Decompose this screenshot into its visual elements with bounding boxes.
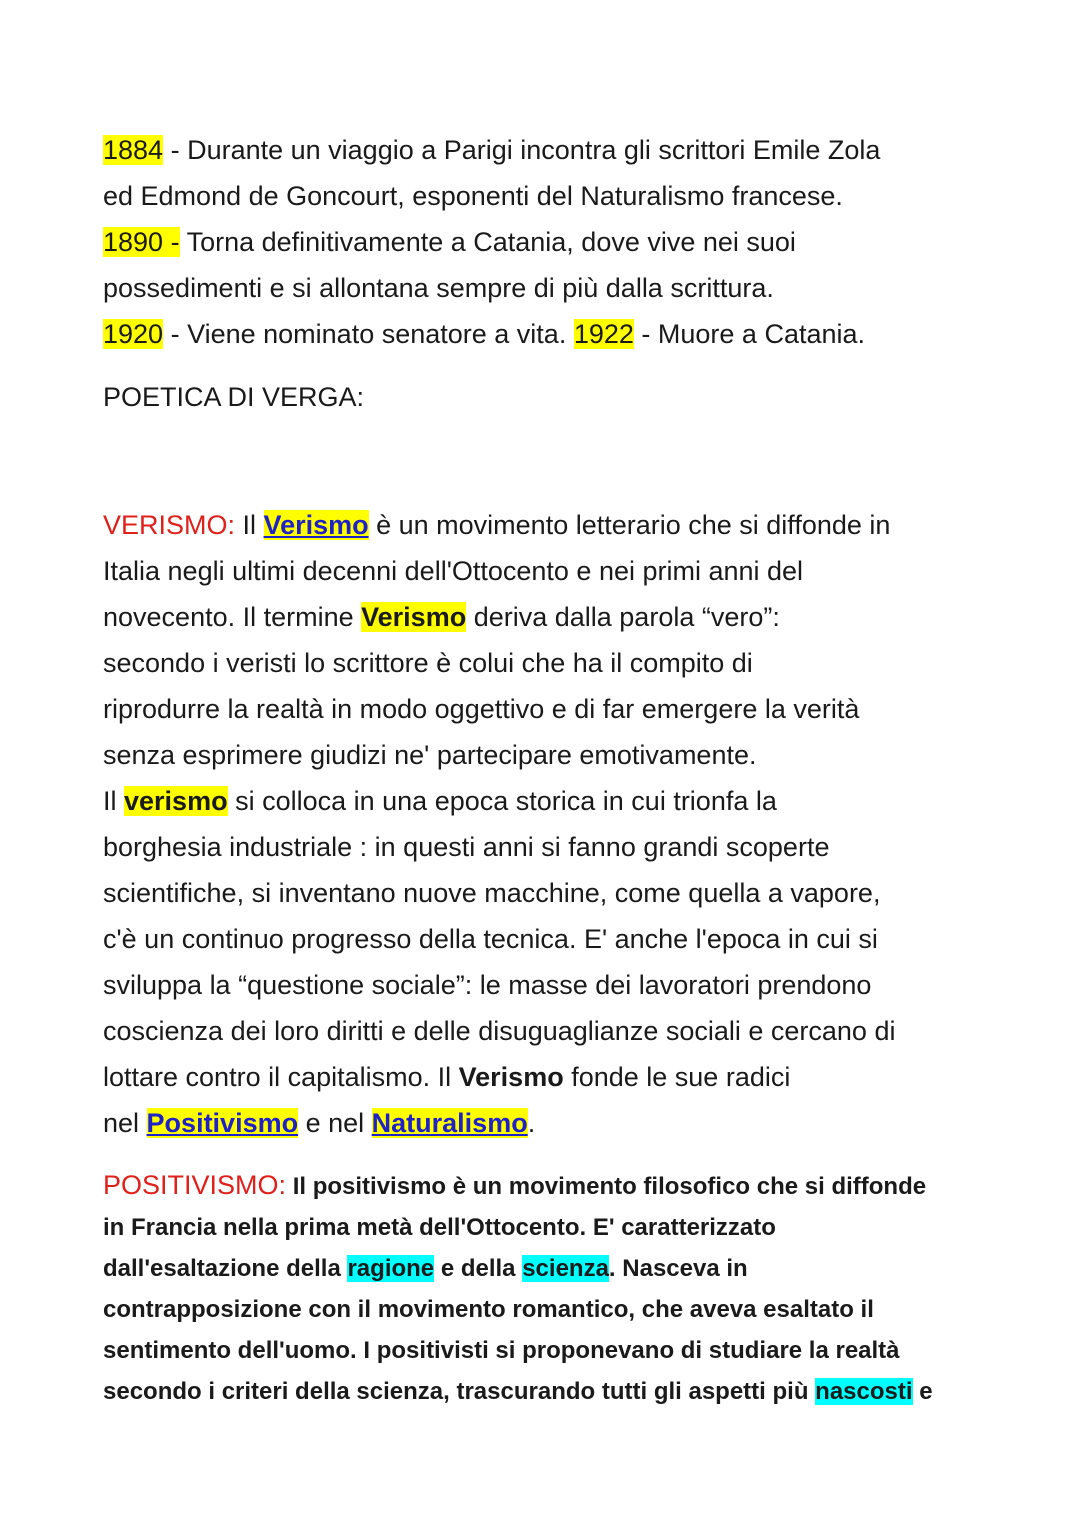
paragraph-line: secondo i veristi lo scrittore è colui che ha il compito di xyxy=(103,648,753,678)
timeline-line: ed Edmond de Goncourt, esponenti del Naturalismo francese. xyxy=(103,181,843,211)
keyword-highlight: verismo xyxy=(124,786,228,816)
paragraph-line: lottare contro il capitalismo. Il Verismo fonde le sue radici xyxy=(103,1062,791,1092)
paragraph-line: POSITIVISMO: Il positivismo è un movimento filosofico che si diffonde xyxy=(103,1170,927,1200)
keyword-highlight: scienza xyxy=(522,1255,609,1282)
paragraph-line: senza esprimere giudizi ne' partecipare emotivamente. xyxy=(103,740,757,770)
link-naturalismo[interactable]: Naturalismo xyxy=(371,1108,528,1138)
paragraph-line: sentimento dell'uomo. I positivisti si proponevano di studiare la realtà xyxy=(103,1337,900,1364)
section-label-positivismo: POSITIVISMO: xyxy=(103,1170,287,1200)
keyword-bold: Verismo xyxy=(458,1062,564,1092)
biography-timeline xyxy=(103,127,1003,357)
link-verismo[interactable]: Verismo xyxy=(263,510,369,540)
year-highlight: 1890 - xyxy=(103,227,180,257)
timeline-line-1890: 1890 - Torna definitivamente a Catania, dove vive nei suoi xyxy=(103,227,796,257)
year-highlight: 1884 xyxy=(103,135,164,165)
paragraph-line: novecento. Il termine Verismo deriva dalla parola “vero”: xyxy=(103,602,780,632)
paragraph-line: riprodurre la realtà in modo oggettivo e di far emergere la verità xyxy=(103,694,860,724)
verismo-section xyxy=(103,502,1003,1146)
keyword-highlight: nascosti xyxy=(815,1378,913,1405)
paragraph-line: scientifiche, si inventano nuove macchine, come quella a vapore, xyxy=(103,878,881,908)
paragraph-line: coscienza dei loro diritti e delle disuguaglianze sociali e cercano di xyxy=(103,1016,896,1046)
paragraph-line: in Francia nella prima metà dell'Ottocento. E' caratterizzato xyxy=(103,1214,776,1241)
paragraph-line: VERISMO: Il Verismo è un movimento letterario che si diffonde in xyxy=(103,510,891,540)
paragraph-line: secondo i criteri della scienza, trascurando tutti gli aspetti più nascosti e xyxy=(103,1378,933,1405)
year-highlight: 1922 xyxy=(573,319,634,349)
section-title: POETICA DI VERGA: xyxy=(103,382,365,412)
paragraph-line: c'è un continuo progresso della tecnica. E' anche l'epoca in cui si xyxy=(103,924,878,954)
paragraph-line: dall'esaltazione della ragione e della scienza. Nasceva in xyxy=(103,1255,748,1282)
timeline-line: possedimenti e si allontana sempre di più dalla scrittura. xyxy=(103,273,774,303)
keyword-highlight: Verismo xyxy=(361,602,467,632)
paragraph-line: Il verismo si colloca in una epoca storica in cui trionfa la xyxy=(103,786,777,816)
paragraph-line: borghesia industriale : in questi anni si fanno grandi scoperte xyxy=(103,832,830,862)
paragraph-line: nel Positivismo e nel Naturalismo. xyxy=(103,1108,536,1138)
keyword-highlight: ragione xyxy=(347,1255,435,1282)
paragraph-line: contrapposizione con il movimento romantico, che aveva esaltato il xyxy=(103,1296,874,1323)
positivismo-section xyxy=(103,1165,1003,1412)
link-positivismo[interactable]: Positivismo xyxy=(146,1108,299,1138)
timeline-line-1920: 1920 - Viene nominato senatore a vita. 1922 - Muore a Catania. xyxy=(103,319,866,349)
timeline-line-1884: 1884 - Durante un viaggio a Parigi incontra gli scrittori Emile Zola xyxy=(103,135,881,165)
paragraph-line: sviluppa la “questione sociale”: le masse dei lavoratori prendono xyxy=(103,970,872,1000)
section-label-verismo: VERISMO: xyxy=(103,510,236,540)
paragraph-line: Italia negli ultimi decenni dell'Ottocento e nei primi anni del xyxy=(103,556,804,586)
year-highlight: 1920 xyxy=(103,319,164,349)
